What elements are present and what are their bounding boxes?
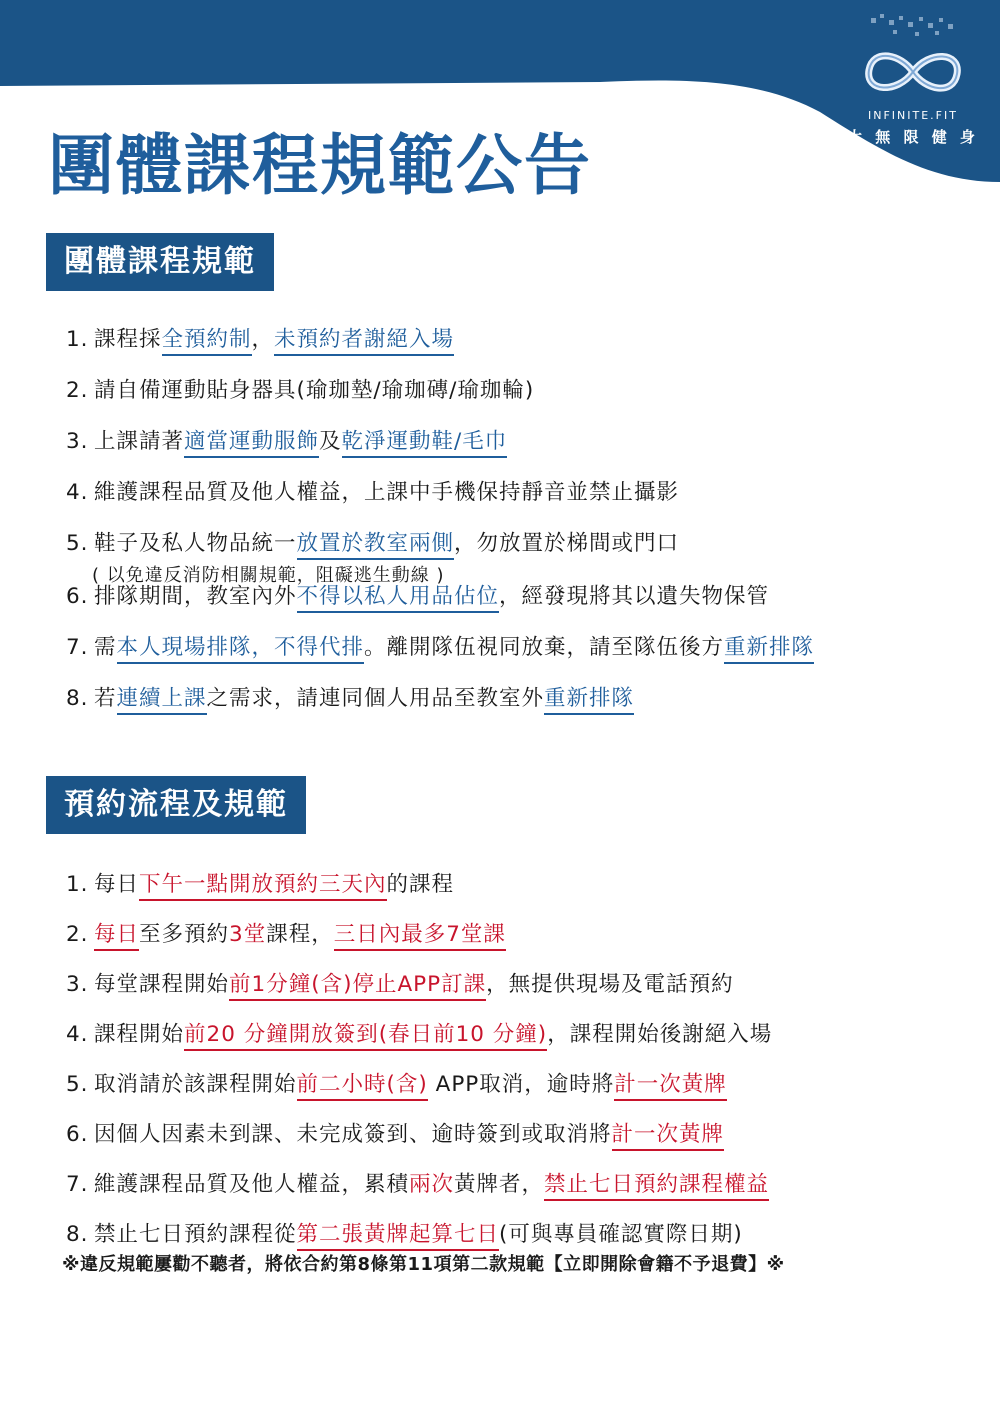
item-text: 上課請著 bbox=[94, 429, 185, 454]
highlighted-text: 前二小時(含) bbox=[297, 1072, 428, 1101]
list-item bbox=[66, 526, 986, 587]
item-text: 因個人因素未到課、未完成簽到、逾時簽到或取消將 bbox=[94, 1122, 612, 1147]
highlighted-text: 全預約制 bbox=[162, 327, 252, 356]
class-rules-list bbox=[66, 322, 986, 732]
item-text: 維護課程品質及他人權益，累積 bbox=[94, 1172, 410, 1197]
highlighted-text: 前20 分鐘開放簽到(春日前10 分鐘) bbox=[184, 1022, 547, 1051]
list-item bbox=[66, 373, 986, 404]
item-number: 8. bbox=[66, 1222, 89, 1247]
item-number: 5. bbox=[66, 531, 89, 556]
item-number: 6. bbox=[66, 584, 89, 609]
item-text: 課程， bbox=[266, 922, 334, 947]
item-text: 需 bbox=[94, 635, 117, 660]
list-item bbox=[66, 681, 986, 712]
highlighted-text: 重新排隊 bbox=[724, 635, 814, 664]
list-item bbox=[66, 579, 986, 610]
item-text: ，勿放置於梯間或門口 bbox=[454, 531, 680, 556]
item-text: 黃牌者， bbox=[454, 1172, 545, 1197]
booking-rules-list bbox=[66, 867, 986, 1267]
item-number: 4. bbox=[66, 1022, 89, 1047]
item-text: 取消請於該課程開始 bbox=[94, 1072, 297, 1097]
item-number: 7. bbox=[66, 1172, 89, 1197]
list-item bbox=[66, 917, 986, 948]
item-text: ，無提供現場及電話預約 bbox=[486, 972, 734, 997]
item-number: 8. bbox=[66, 686, 89, 711]
emphasis-text: 兩次 bbox=[409, 1172, 455, 1197]
item-number: 3. bbox=[66, 429, 89, 454]
highlighted-text: 不得以私人用品佔位 bbox=[297, 584, 500, 613]
item-text: 鞋子及私人物品統一 bbox=[94, 531, 297, 556]
brand-logo bbox=[838, 14, 988, 164]
item-text: 維護課程品質及他人權益，上課中手機保持靜音並禁止攝影 bbox=[94, 480, 680, 505]
item-number: 1. bbox=[66, 327, 89, 352]
item-text: 及 bbox=[319, 429, 342, 454]
item-text: APP取消，逾時將 bbox=[427, 1072, 615, 1097]
item-text: 的課程 bbox=[386, 872, 455, 897]
highlighted-text: 計一次黃牌 bbox=[612, 1122, 725, 1151]
section-header-booking-rules: 預約流程及規範 bbox=[46, 776, 306, 834]
item-text: 之需求，請連同個人用品至教室外 bbox=[206, 686, 545, 711]
item-number: 4. bbox=[66, 480, 89, 505]
item-number: 5. bbox=[66, 1072, 89, 1097]
list-item bbox=[66, 322, 986, 353]
item-text: 至多預約 bbox=[139, 922, 230, 947]
highlighted-text: 重新排隊 bbox=[544, 686, 634, 715]
emphasis-text: 3堂 bbox=[229, 922, 267, 947]
item-text: 。離開隊伍視同放棄，請至隊伍後方 bbox=[364, 635, 725, 660]
list-item bbox=[66, 475, 986, 506]
highlighted-text: 乾淨運動鞋/毛巾 bbox=[342, 429, 508, 458]
section-header-class-rules: 團體課程規範 bbox=[46, 233, 274, 291]
item-text: ， bbox=[251, 327, 275, 352]
list-item bbox=[66, 967, 986, 998]
highlighted-text: 本人現場排隊，不得代排 bbox=[117, 635, 365, 664]
item-text: 排隊期間，教室內外 bbox=[94, 584, 297, 609]
highlighted-text: 禁止七日預約課程權益 bbox=[544, 1172, 769, 1201]
list-item bbox=[66, 424, 986, 455]
highlighted-text: 前1分鐘(含)停止APP訂課 bbox=[229, 972, 486, 1001]
item-number: 2. bbox=[66, 378, 89, 403]
highlighted-text: 未預約者謝絕入場 bbox=[274, 327, 454, 356]
list-item bbox=[66, 1067, 986, 1098]
highlighted-text: 計一次黃牌 bbox=[614, 1072, 727, 1101]
logo-english-text: INFINITE.FIT bbox=[868, 109, 958, 122]
footer-warning-note: ※違反規範屢勸不聽者，將依合約第8條第11項第二款規範【立即開除會籍不予退費】※ bbox=[62, 1254, 785, 1275]
item-number: 7. bbox=[66, 635, 89, 660]
item-text: 每日 bbox=[94, 872, 140, 897]
highlighted-text: 適當運動服飾 bbox=[184, 429, 319, 458]
item-text: ，課程開始後謝絕入場 bbox=[547, 1022, 773, 1047]
item-text: 請自備運動貼身器具(瑜珈墊/瑜珈磚/瑜珈輪) bbox=[94, 378, 535, 403]
item-number: 2. bbox=[66, 922, 89, 947]
list-item bbox=[66, 1017, 986, 1048]
highlighted-text: 每日 bbox=[94, 922, 139, 951]
highlighted-text: 下午一點開放預約三天內 bbox=[139, 872, 387, 901]
logo-chinese-text: 大 無 限 健 身 bbox=[847, 128, 979, 146]
item-text: 禁止七日預約課程從 bbox=[94, 1222, 297, 1247]
item-number: 3. bbox=[66, 972, 89, 997]
item-text: 若 bbox=[94, 686, 117, 711]
list-item bbox=[66, 1167, 986, 1198]
highlighted-text: 放置於教室兩側 bbox=[297, 531, 455, 560]
item-text: 課程採 bbox=[94, 327, 162, 352]
list-item bbox=[66, 1117, 986, 1148]
list-item bbox=[66, 1217, 986, 1248]
item-number: 1. bbox=[66, 872, 89, 897]
item-number: 6. bbox=[66, 1122, 89, 1147]
item-text: (可與專員確認實際日期) bbox=[499, 1222, 743, 1247]
page-title: 團體課程規範公告 bbox=[48, 127, 592, 204]
infinity-logo-icon bbox=[853, 14, 973, 109]
item-text: 課程開始 bbox=[94, 1022, 185, 1047]
item-text: 每堂課程開始 bbox=[94, 972, 230, 997]
item-sub-note: ( 以免違反消防相關規範，阻礙逃生動線 ) bbox=[92, 565, 445, 586]
highlighted-text: 連續上課 bbox=[117, 686, 207, 715]
highlighted-text: 三日內最多7堂課 bbox=[334, 922, 506, 951]
item-text: ，經發現將其以遺失物保管 bbox=[499, 584, 770, 609]
highlighted-text: 第二張黃牌起算七日 bbox=[297, 1222, 500, 1251]
list-item bbox=[66, 867, 986, 898]
list-item bbox=[66, 630, 986, 661]
